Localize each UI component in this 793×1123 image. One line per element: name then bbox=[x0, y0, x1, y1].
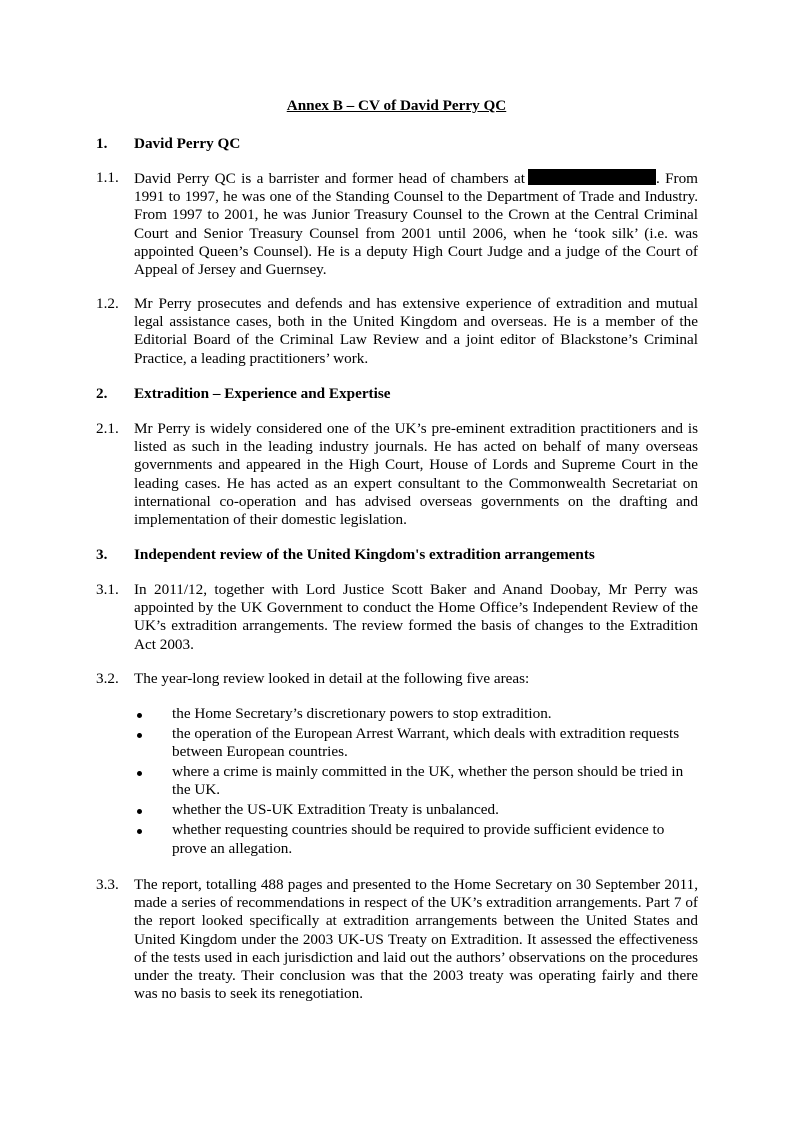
paragraph-text: Mr Perry is widely considered one of the UK’s pre-eminent extradition practitioners and is listed as such in the leading industry journals. He has acted on behalf of many overseas governments and appeared in the High Court, House of Lords and Supreme Court in the leading cases. He has acted as an expert consultant to the Commonwealth Secretariat on international co-operation and has advised overseas governments on the drafting and implementation of their domestic legislation. bbox=[134, 420, 698, 529]
section-title: Independent review of the United Kingdom's extradition arrangements bbox=[134, 546, 595, 563]
paragraph-number: 1.2. bbox=[96, 295, 119, 312]
list-item bbox=[134, 763, 696, 799]
paragraph-2-1 bbox=[96, 420, 698, 529]
paragraph-1-1 bbox=[96, 169, 698, 279]
section-heading-2 bbox=[96, 385, 698, 403]
section-number: 1. bbox=[96, 135, 108, 152]
list-item bbox=[134, 705, 696, 723]
section-number: 3. bbox=[96, 546, 108, 563]
section-title: Extradition – Experience and Expertise bbox=[134, 385, 391, 402]
list-item bbox=[134, 725, 696, 761]
section-title: David Perry QC bbox=[134, 135, 241, 152]
bullet-icon bbox=[137, 829, 142, 834]
paragraph-text: The report, totalling 488 pages and presented to the Home Secretary on 30 September 2011, made a series of recommendations in respect of the UK’s extradition arrangements. Part 7 of the report looked specifically at extradition arrangements between the United States and United Kingdom under the 2003 UK-US Treaty on Extradition. It assessed the effectiveness of the tests used in each jurisdiction and laid out the authors’ observations on the procedures under the treaty. Their conclusion was that the 2003 treaty was operating fairly and there was no basis to seek its renegotiation. bbox=[134, 876, 698, 1003]
paragraph-number: 1.1. bbox=[96, 169, 119, 186]
section-number: 2. bbox=[96, 385, 108, 402]
paragraph-3-2 bbox=[96, 670, 698, 688]
paragraph-1-2 bbox=[96, 295, 698, 368]
list-item-text: where a crime is mainly committed in the UK, whether the person should be tried in the UK. bbox=[172, 763, 684, 799]
list-item-text: whether the US-UK Extradition Treaty is unbalanced. bbox=[172, 801, 499, 819]
list-item-text: the Home Secretary’s discretionary powers to stop extradition. bbox=[172, 705, 552, 722]
paragraph-3-1 bbox=[96, 581, 698, 654]
bullet-icon bbox=[137, 733, 142, 738]
paragraph-number: 3.2. bbox=[96, 670, 119, 687]
list-item bbox=[134, 821, 696, 857]
redaction-box bbox=[528, 169, 656, 185]
bullet-list bbox=[134, 705, 696, 860]
paragraph-text: In 2011/12, together with Lord Justice Scott Baker and Anand Doobay, Mr Perry was appointed by the UK Government to conduct the Home Office’s Independent Review of the UK’s extradition arrangements. The review formed the basis of changes to the Extradition Act 2003. bbox=[134, 581, 698, 653]
bullet-icon bbox=[137, 771, 142, 776]
paragraph-number: 2.1. bbox=[96, 420, 119, 437]
paragraph-text: The year-long review looked in detail at the following five areas: bbox=[134, 670, 530, 687]
list-item bbox=[134, 801, 696, 819]
paragraph-text: Mr Perry prosecutes and defends and has extensive experience of extradition and mutual legal assistance cases, both in the United Kingdom and overseas. He is a member of the Editorial Board of the Criminal Law Review and a joint editor of Blackstone’s Criminal Practice, a leading practitioners’ work. bbox=[134, 295, 698, 367]
section-heading-1 bbox=[96, 135, 698, 153]
bullet-icon bbox=[137, 809, 142, 814]
paragraph-3-3 bbox=[96, 876, 698, 1003]
paragraph-text bbox=[134, 169, 698, 279]
list-item-text: the operation of the European Arrest Warrant, which deals with extradition requests between European countries. bbox=[172, 725, 680, 761]
list-item-text: whether requesting countries should be required to provide sufficient evidence to prove an allegation. bbox=[172, 821, 665, 857]
paragraph-number: 3.1. bbox=[96, 581, 119, 598]
document-title: Annex B – CV of David Perry QC bbox=[286, 97, 507, 114]
paragraph-text-part: David Perry QC is a barrister and former head of chambers at bbox=[134, 170, 525, 187]
paragraph-number: 3.3. bbox=[96, 876, 119, 893]
section-heading-3 bbox=[96, 546, 698, 564]
paragraph-text-part: . From 1991 to 1997, he was one of the Standing Counsel to the Department of Trade and Industry. From 1997 to 2001, he was Junior Treasury Counsel to the Crown at the Central Criminal Court and Senior Treasury Counsel from 2001 until 2006, when he ‘took silk’ (i.e. was appointed Queen’s Counsel). He is a deputy High Court Judge and a judge of the Court of Appeal of Jersey and Guernsey. bbox=[134, 170, 698, 279]
bullet-icon bbox=[137, 713, 142, 718]
